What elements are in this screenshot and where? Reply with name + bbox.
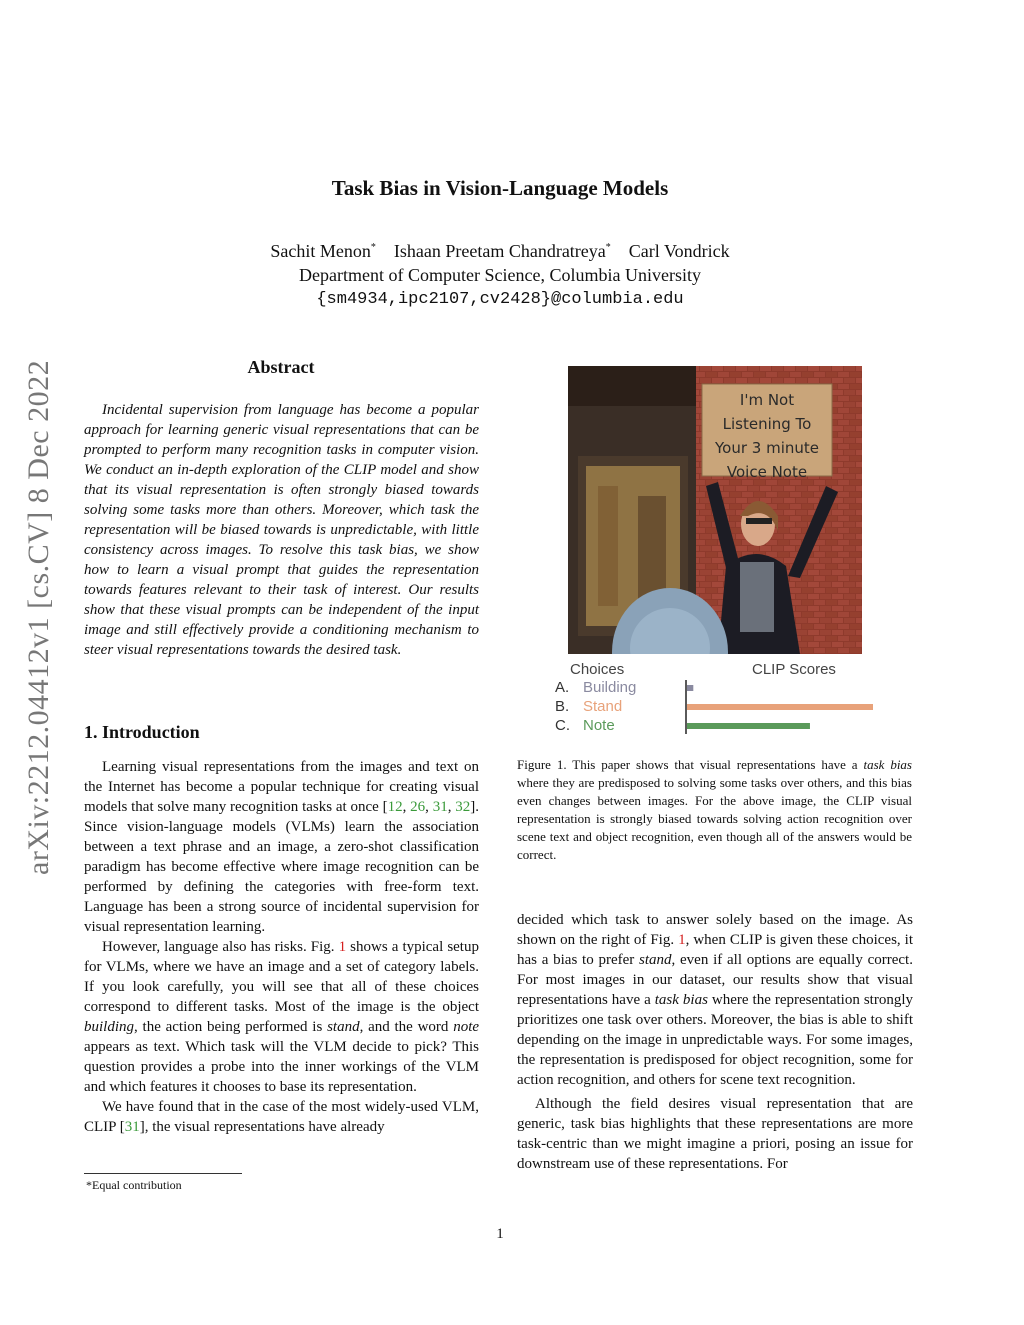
sign-line: Listening To [722, 415, 812, 433]
intro-paragraph: Learning visual representations from the images and text on the Internet has become a popular technique for creating visual models that solve many recognition tasks at once [12, 26, 31, 32]. Since vision-language models (VLMs) learn the association between a text phrase and an image, a zero-shot classification paradigm has become effective where image recognition can be performed by defining the categories with free-form text. Language has been a strong source of incidental supervision for visual representation learning. [84, 759, 480, 935]
right-column-body [517, 910, 913, 1174]
choice-label-building: Building [583, 679, 637, 696]
score-bar-note [687, 723, 810, 729]
sign-line: I'm Not [739, 391, 795, 409]
paper-title: Task Bias in Vision-Language Models [331, 176, 669, 200]
sign-line: Voice Note [726, 463, 808, 481]
arxiv-stamp: arXiv:2212.04412v1 [cs.CV] 8 Dec 2022 [22, 360, 55, 876]
choice-letter-a: A. [555, 679, 570, 696]
intro-body [84, 757, 479, 1137]
abstract-heading: Abstract [247, 357, 315, 377]
choice-label-stand: Stand [583, 698, 623, 715]
chart-choices-header: Choices [570, 661, 625, 678]
affiliation: Department of Computer Science, Columbia University [299, 265, 701, 285]
figure-link[interactable]: 1 [678, 932, 686, 948]
sign-line: Your 3 minute [714, 439, 819, 457]
body-paragraph: decided which task to answer solely based on the image. As shown on the right of Fig. 1, when CLIP is given these choices, it has a bias to prefer stand, even if all options are equally correct. For most images in our dataset, our results show that visual representations have a task bias where the representation strongly prioritizes one task over others. Moreover, the bias is able to shift depending on the image in unpredictable ways. For some images, the representation is predisposed for object recognition, some for action recognition, and others for scene text recognition. [517, 912, 913, 1088]
score-bar-building [687, 685, 693, 691]
author-name: Ishaan Preetam Chandratreya [393, 241, 606, 261]
equal-contrib-mark: * [370, 242, 376, 253]
body-paragraph: Although the field desires visual representation that are generic, task bias highlights that these representations are more task-centric than we might imagine a priori, posing an issue for downstream use of these representations. For [517, 1096, 913, 1172]
footnote-rule [84, 1173, 242, 1174]
page-number: 1 [496, 1226, 504, 1242]
intro-paragraph: We have found that in the case of the most widely-used VLM, CLIP [31], the visual representations have already [84, 1099, 479, 1135]
author-list [0, 241, 1000, 262]
citation-link[interactable]: 31 [124, 1119, 140, 1135]
abstract-text: Incidental supervision from language has become a popular approach for learning generic visual representations that can be prompted to perform many recognition tasks in computer vision. We conduct an in-depth exploration of the CLIP model and show that its visual representation is often strongly biased towards solving some tasks more than others. Moreover, which task the representation will be biased towards is unpredictable, with little consistency across images. To resolve this task bias, we show how to learn a visual prompt that guides the representation towards features relevant to their task of interest. Our results show that these visual prompts can be independent of the input image and still effectively provide a conditioning mechanism to steer visual representations towards the desired task. [84, 402, 479, 658]
clip-score-chart [684, 680, 876, 736]
figure-link[interactable]: 1 [338, 939, 347, 955]
intro-heading: 1. Introduction [84, 722, 200, 742]
choice-letter-c: C. [555, 717, 570, 734]
footnote: *Equal contribution [86, 1178, 182, 1192]
citation-link[interactable]: 31 [432, 799, 448, 815]
citation-link[interactable]: 32 [455, 799, 471, 815]
author-name: Carl Vondrick [628, 241, 730, 261]
equal-contrib-mark: * [605, 242, 611, 253]
author-emails: {sm4934,ipc2107,cv2428}@columbia.edu [316, 290, 684, 309]
intro-paragraph: However, language also has risks. Fig. 1 shows a typical setup for VLMs, where we have an image and a set of category labels. If you look carefully, you will see that all of these choices correspond to different tasks. Most of the image is the object building, the action being performed is stand, and the word note appears as text. Which task will the VLM decide to pick? This question provides a probe into the inner workings of the VLM and which features it chooses to base its representation. [84, 939, 480, 1095]
score-bar-stand [687, 704, 873, 710]
figure-caption: Figure 1. This paper shows that visual representations have a task bias where they are predisposed to solving some tasks over others, and this bias even changes between images. For the above image, the CLIP visual representation is strongly biased towards solving action recognition over scene text and object recognition, even though all of the answers would be correct. [517, 757, 912, 862]
sign-text [704, 388, 830, 484]
author-name: Sachit Menon [270, 241, 371, 261]
chart-scores-header: CLIP Scores [752, 661, 836, 678]
choice-label-note: Note [583, 717, 615, 734]
choice-letter-b: B. [555, 698, 570, 715]
citation-link[interactable]: 12 [387, 799, 403, 815]
citation-link[interactable]: 26 [410, 799, 426, 815]
